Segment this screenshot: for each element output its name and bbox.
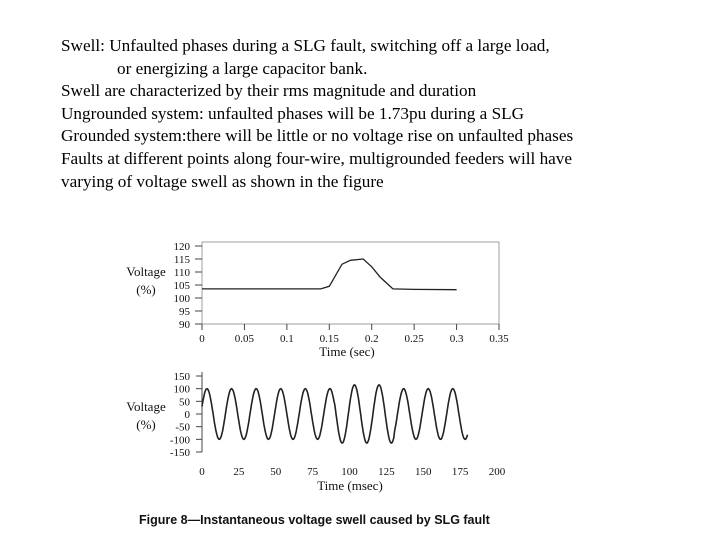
- inst-xtick-label: 125: [378, 466, 395, 478]
- inst-xlabel: Time (msec): [317, 478, 383, 493]
- text-line-faults: Faults at different points along four-wire, multigrounded feeders will have: [61, 148, 573, 168]
- rms-ylabel-line2: (%): [136, 282, 156, 297]
- text-line-swell-definition-cont: or energizing a large capacitor bank.: [117, 58, 368, 78]
- inst-ytick-label: -50: [175, 421, 190, 434]
- rms-xtick-label: 0.15: [319, 333, 339, 345]
- inst-xtick-label: 200: [488, 466, 506, 478]
- rms-plot-frame: [202, 242, 499, 324]
- rms-series-line: [202, 259, 457, 290]
- inst-ylabel-line2: (%): [136, 417, 156, 432]
- rms-ytick-label: 115: [173, 254, 190, 266]
- rms-ytick-label: 100: [173, 293, 190, 305]
- inst-xtick-label: 75: [307, 466, 319, 478]
- inst-ytick-label: 150: [173, 371, 190, 383]
- text-line-ungrounded: Ungrounded system: unfaulted phases will be 1.73pu during a SLG: [61, 103, 525, 123]
- rms-xtick-label: 0.1: [279, 333, 294, 345]
- text-line-swell-definition: Swell: Unfaulted phases during a SLG fault, switching off a large load,: [61, 36, 550, 55]
- inst-ytick-label: -150: [169, 447, 190, 459]
- rms-xtick-label: 0.35: [489, 333, 509, 345]
- inst-xtick-label: 50: [270, 466, 282, 478]
- inst-xtick-label: 175: [451, 466, 469, 478]
- figure-caption: Figure 8—Instantaneous voltage swell caused by SLG fault: [139, 513, 490, 527]
- rms-xtick-label: 0.3: [449, 333, 464, 345]
- inst-ytick-label: 100: [173, 383, 190, 396]
- rms-ylabel-line1: Voltage: [126, 264, 166, 279]
- rms-ytick-label: 105: [173, 280, 190, 292]
- instantaneous-voltage-chart: [126, 371, 505, 493]
- text-line-varying: varying of voltage swell as shown in the figure: [61, 171, 384, 191]
- inst-xtick-label: 25: [233, 466, 245, 478]
- rms-ytick-label: 95: [179, 306, 190, 318]
- text-line-characterized: Swell are characterized by their rms magnitude and duration: [61, 81, 477, 101]
- rms-voltage-chart: [126, 241, 509, 359]
- rms-xtick-label: 0.25: [404, 333, 424, 345]
- inst-series-waveform: [202, 385, 468, 443]
- inst-ytick-label: -100: [169, 434, 190, 447]
- inst-ytick-label: 0: [184, 409, 190, 421]
- text-line-grounded: Grounded system:there will be little or no voltage rise on unfaulted phases: [61, 126, 574, 146]
- rms-ytick-label: 110: [173, 267, 190, 279]
- rms-xtick-label: 0.05: [234, 333, 255, 345]
- inst-xtick-label: 150: [415, 466, 432, 478]
- rms-xtick-label: 0: [199, 333, 205, 345]
- inst-xtick-label: 100: [341, 466, 358, 478]
- inst-ylabel-line1: Voltage: [126, 399, 166, 414]
- rms-ytick-label: 120: [173, 241, 190, 253]
- rms-xtick-label: 0.2: [364, 333, 379, 345]
- inst-ytick-label: 50: [179, 396, 190, 409]
- rms-xlabel: Time (sec): [319, 344, 375, 359]
- rms-ytick-label: 90: [179, 319, 190, 331]
- inst-xtick-label: 0: [199, 466, 205, 478]
